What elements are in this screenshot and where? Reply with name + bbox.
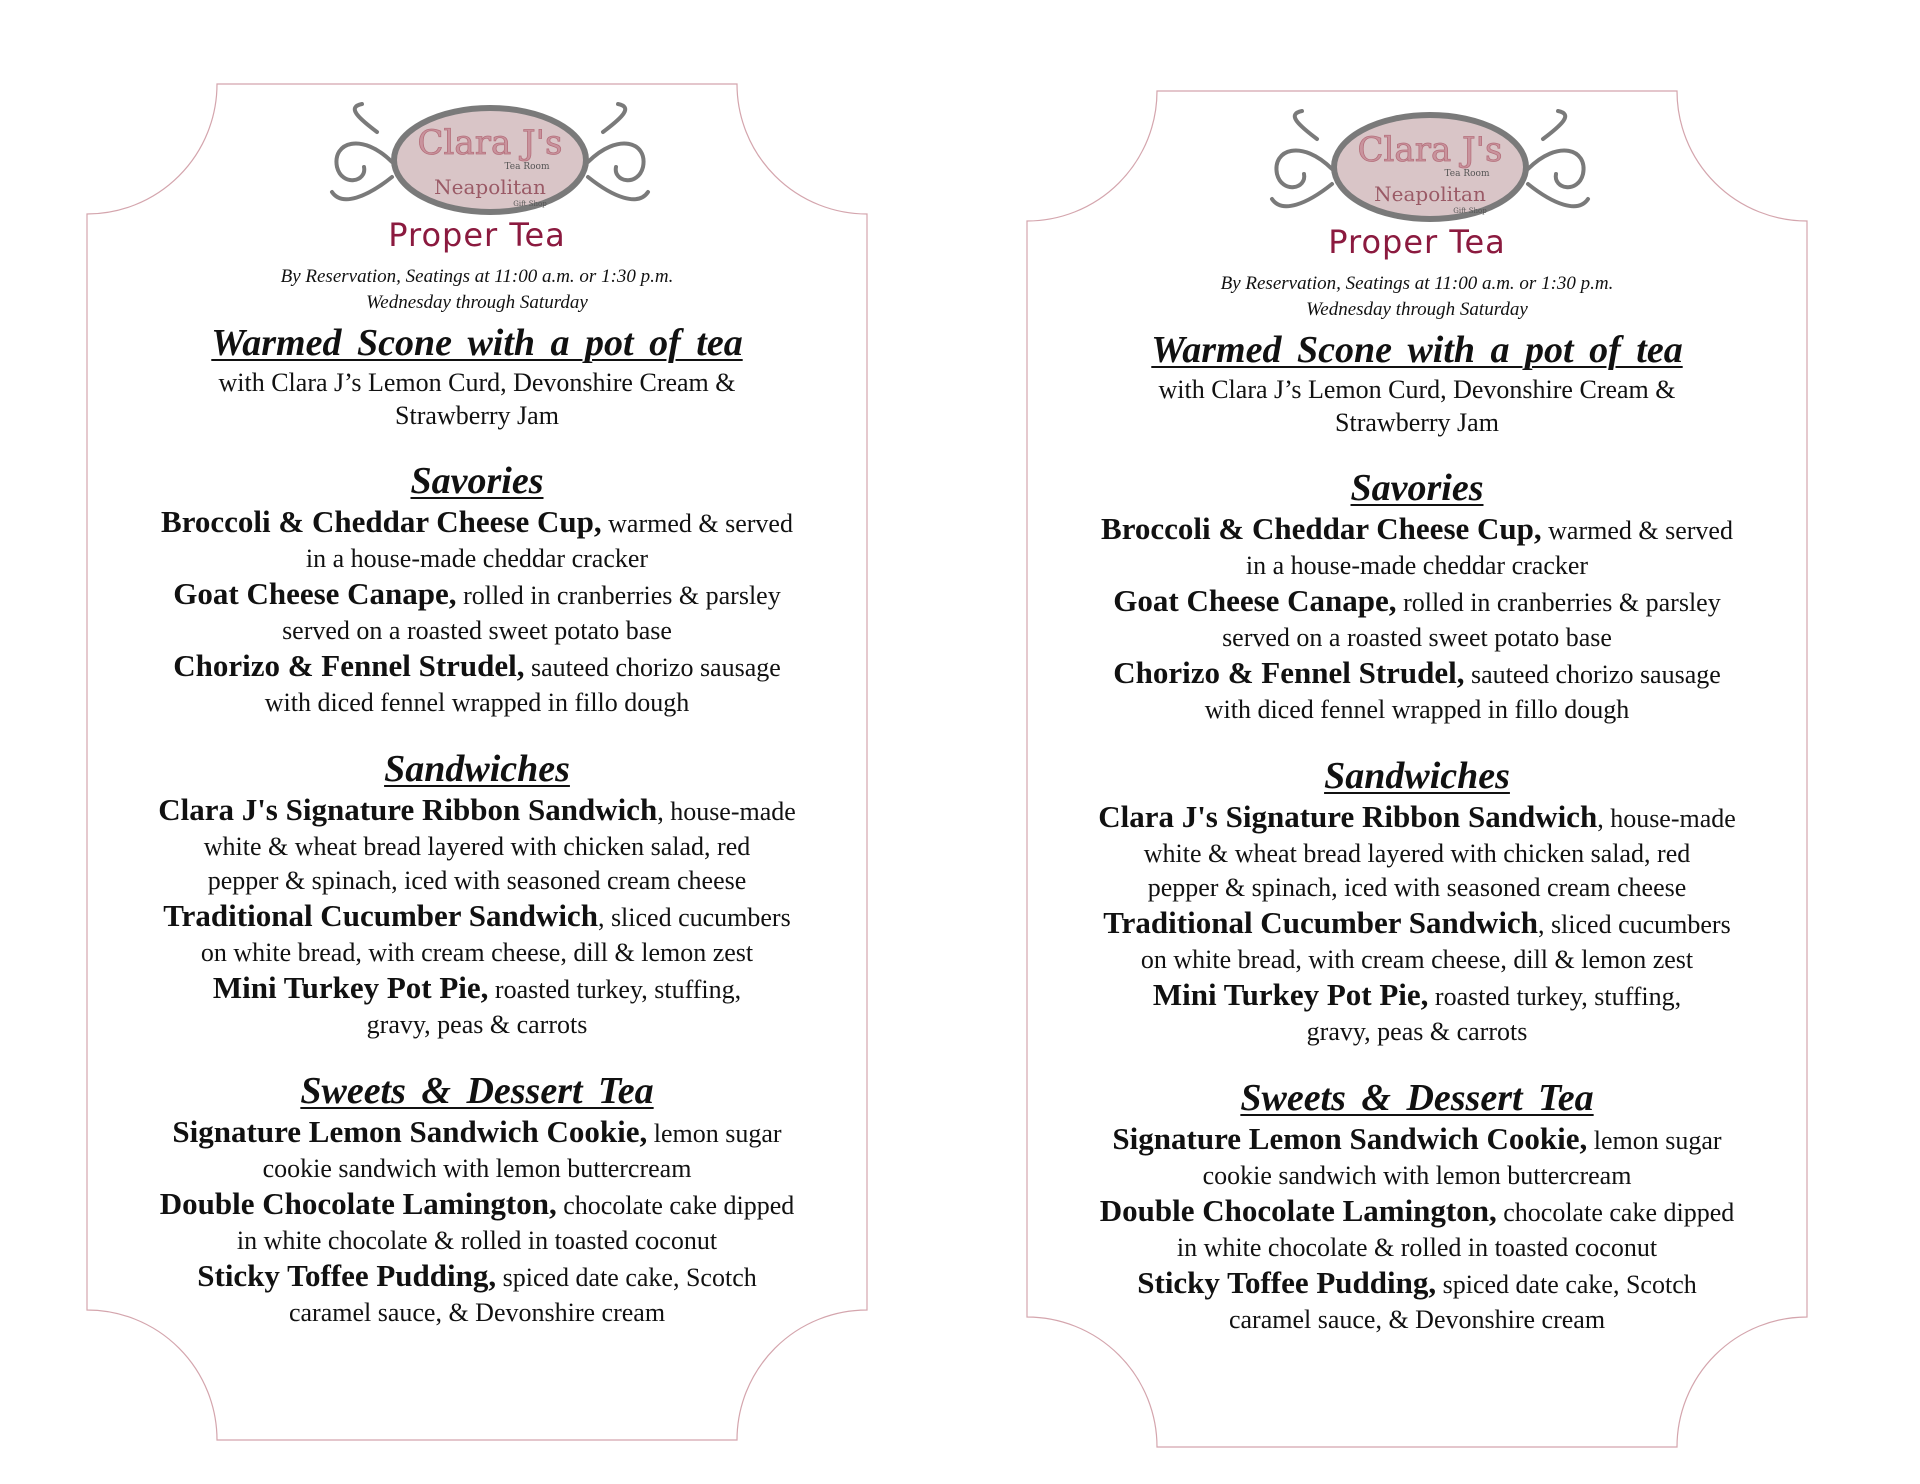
menu-card-right: [1027, 91, 1807, 1447]
item-desc: spiced date cake, Scotch: [496, 1263, 757, 1292]
item-name: Goat Cheese Canape,: [173, 576, 457, 611]
logo-name: Clara J's: [417, 123, 563, 163]
reservation-line-2: Wednesday through Saturday: [1306, 299, 1528, 320]
logo-tag: Gift Shop: [513, 200, 547, 208]
item-desc-line-2: white & wheat bread layered with chicken salad, red: [203, 832, 751, 861]
item-desc: , house-made: [1597, 804, 1736, 833]
item-desc-line-2: with diced fennel wrapped in fillo dough: [264, 688, 690, 717]
item-name: Clara J's Signature Ribbon Sandwich: [1098, 799, 1598, 834]
savories-heading: Savories: [410, 460, 544, 502]
logo-banner: Neapolitan: [1374, 182, 1486, 206]
reservation-line-1: By Reservation, Seatings at 11:00 a.m. or 1:30 p.m.: [1220, 273, 1614, 294]
menu-card-left: [87, 84, 867, 1440]
menu-item: [1027, 905, 1807, 977]
scone-heading: Warmed Scone with a pot of tea: [211, 322, 743, 364]
item-desc: roasted turkey, stuffing,: [488, 975, 742, 1004]
logo-tag: Gift Shop: [1453, 207, 1487, 215]
item-desc: roasted turkey, stuffing,: [1428, 982, 1682, 1011]
item-name: Clara J's Signature Ribbon Sandwich: [158, 792, 658, 827]
menu-item: [87, 648, 867, 720]
item-desc: , sliced cucumbers: [597, 903, 791, 932]
item-desc-line-2: gravy, peas & carrots: [1306, 1017, 1528, 1046]
sweets-heading: Sweets & Dessert Tea: [1240, 1077, 1594, 1119]
item-name: Chorizo & Fennel Strudel,: [173, 648, 525, 683]
menu-item: [1027, 977, 1807, 1049]
logo-sub: Tea Room: [1444, 169, 1490, 179]
menu-item: [87, 792, 867, 898]
sandwiches-section: [87, 746, 867, 1042]
menu-body: [1027, 327, 1807, 1337]
scone-desc-line-2: Strawberry Jam: [395, 401, 559, 430]
menu-title: Proper Tea: [1328, 223, 1506, 261]
item-desc: sauteed chorizo sausage: [524, 653, 781, 682]
menu-item: [1027, 511, 1807, 583]
item-desc: , sliced cucumbers: [1537, 910, 1731, 939]
item-desc-line-2: caramel sauce, & Devonshire cream: [1228, 1305, 1606, 1334]
sweets-heading: Sweets & Dessert Tea: [300, 1070, 654, 1112]
item-desc-line-2: gravy, peas & carrots: [366, 1010, 588, 1039]
menu-item: [87, 576, 867, 648]
item-desc: chocolate cake dipped: [556, 1191, 795, 1220]
sweets-section: [1027, 1075, 1807, 1337]
scone-section: [87, 320, 867, 432]
sandwiches-heading: Sandwiches: [1324, 755, 1510, 797]
item-desc-line-2: served on a roasted sweet potato base: [282, 616, 672, 645]
menu-item: [1027, 583, 1807, 655]
savories-heading: Savories: [1350, 467, 1484, 509]
logo-sub: Tea Room: [504, 162, 550, 172]
clara-js-logo: [1262, 109, 1598, 227]
item-name: Traditional Cucumber Sandwich: [1103, 905, 1538, 940]
scone-section: [1027, 327, 1807, 439]
item-desc-line-3: pepper & spinach, iced with seasoned cream cheese: [1147, 873, 1687, 902]
sweets-section: [87, 1068, 867, 1330]
item-name: Mini Turkey Pot Pie,: [212, 970, 489, 1005]
item-name: Goat Cheese Canape,: [1113, 583, 1397, 618]
item-desc-line-2: cookie sandwich with lemon buttercream: [1202, 1161, 1632, 1190]
item-desc: chocolate cake dipped: [1496, 1198, 1735, 1227]
menu-item: [87, 1114, 867, 1186]
item-desc: rolled in cranberries & parsley: [456, 581, 781, 610]
item-desc: lemon sugar: [647, 1119, 782, 1148]
item-desc-line-2: caramel sauce, & Devonshire cream: [288, 1298, 666, 1327]
menu-item: [87, 504, 867, 576]
menu-item: [87, 898, 867, 970]
item-desc-line-2: cookie sandwich with lemon buttercream: [262, 1154, 692, 1183]
clara-js-logo: [322, 102, 658, 220]
item-desc: spiced date cake, Scotch: [1436, 1270, 1697, 1299]
menu-item: [1027, 1193, 1807, 1265]
scone-desc: [1027, 373, 1807, 439]
item-desc-line-2: white & wheat bread layered with chicken salad, red: [1143, 839, 1691, 868]
menu-item: [1027, 655, 1807, 727]
item-name: Mini Turkey Pot Pie,: [1152, 977, 1429, 1012]
item-desc-line-2: in a house-made cheddar cracker: [305, 544, 649, 573]
item-desc-line-2: in white chocolate & rolled in toasted coconut: [1176, 1233, 1658, 1262]
item-desc-line-2: with diced fennel wrapped in fillo dough: [1204, 695, 1630, 724]
menu-item: [87, 970, 867, 1042]
menu-item: [1027, 1265, 1807, 1337]
item-name: Double Chocolate Lamington,: [1099, 1193, 1497, 1228]
reservation-info: [1027, 271, 1807, 323]
menu-item: [1027, 1121, 1807, 1193]
item-name: Signature Lemon Sandwich Cookie,: [172, 1114, 648, 1149]
sandwiches-section: [1027, 753, 1807, 1049]
item-name: Sticky Toffee Pudding,: [197, 1258, 497, 1293]
menu-item: [1027, 799, 1807, 905]
item-name: Double Chocolate Lamington,: [159, 1186, 557, 1221]
scone-heading: Warmed Scone with a pot of tea: [1151, 329, 1683, 371]
scone-desc-line-1: with Clara J’s Lemon Curd, Devonshire Cream &: [218, 368, 736, 397]
item-name: Chorizo & Fennel Strudel,: [1113, 655, 1465, 690]
item-desc: lemon sugar: [1587, 1126, 1722, 1155]
item-desc: rolled in cranberries & parsley: [1396, 588, 1721, 617]
savories-section: [87, 458, 867, 720]
item-desc-line-2: in a house-made cheddar cracker: [1245, 551, 1589, 580]
scone-desc-line-2: Strawberry Jam: [1335, 408, 1499, 437]
item-name: Sticky Toffee Pudding,: [1137, 1265, 1437, 1300]
reservation-line-1: By Reservation, Seatings at 11:00 a.m. or 1:30 p.m.: [280, 266, 674, 287]
menu-title: Proper Tea: [388, 216, 566, 254]
savories-section: [1027, 465, 1807, 727]
sandwiches-heading: Sandwiches: [384, 748, 570, 790]
menu-item: [87, 1186, 867, 1258]
item-name: Broccoli & Cheddar Cheese Cup,: [1101, 511, 1542, 546]
menu-body: [87, 320, 867, 1330]
item-desc-line-2: on white bread, with cream cheese, dill & lemon zest: [200, 938, 754, 967]
item-name: Signature Lemon Sandwich Cookie,: [1112, 1121, 1588, 1156]
item-desc: sauteed chorizo sausage: [1464, 660, 1721, 689]
menu-item: [87, 1258, 867, 1330]
item-desc: warmed & served: [1541, 516, 1733, 545]
item-desc: warmed & served: [601, 509, 793, 538]
item-desc-line-2: on white bread, with cream cheese, dill & lemon zest: [1140, 945, 1694, 974]
item-desc-line-3: pepper & spinach, iced with seasoned cream cheese: [207, 866, 747, 895]
item-desc-line-2: served on a roasted sweet potato base: [1222, 623, 1612, 652]
logo-name: Clara J's: [1357, 130, 1503, 170]
reservation-info: [87, 264, 867, 316]
scone-desc: [87, 366, 867, 432]
reservation-line-2: Wednesday through Saturday: [366, 292, 588, 313]
item-desc-line-2: in white chocolate & rolled in toasted coconut: [236, 1226, 718, 1255]
item-name: Broccoli & Cheddar Cheese Cup,: [161, 504, 602, 539]
item-desc: , house-made: [657, 797, 796, 826]
item-name: Traditional Cucumber Sandwich: [163, 898, 598, 933]
logo-banner: Neapolitan: [434, 175, 546, 199]
scone-desc-line-1: with Clara J’s Lemon Curd, Devonshire Cream &: [1158, 375, 1676, 404]
